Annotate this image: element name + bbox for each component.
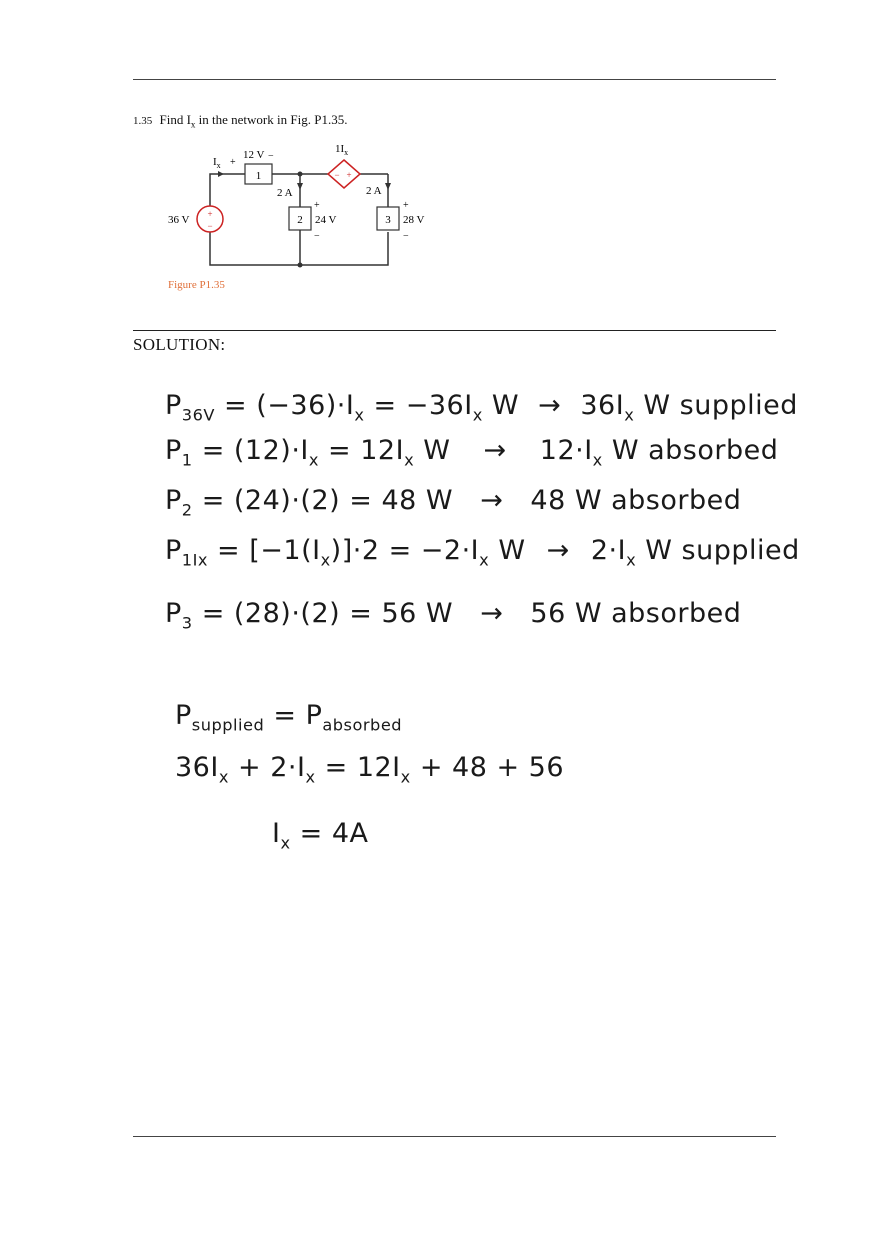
balance-equation: $36I_x + 2\cdot I_x = 12I_x + 48 + 56$ — [175, 752, 565, 787]
current-2a-right: 2 A — [366, 185, 382, 197]
problem-text-sub: x — [190, 119, 196, 130]
solution-line-4: $P_{1Ix} = [-1(I_x)]\cdot 2 = -2\cdot I_x$ $W \to 2\cdot I_x$ W supplied — [165, 535, 800, 570]
problem-number: 1.35 — [133, 115, 153, 127]
arrow-icon: → — [480, 485, 504, 516]
ix-arrow-icon — [218, 171, 224, 177]
dep-minus: − — [334, 170, 340, 180]
e2-plus: + — [314, 200, 320, 211]
figure-caption: Figure P1.35 — [168, 279, 225, 291]
circuit-figure — [160, 138, 440, 298]
e1-minus: − — [268, 151, 274, 162]
power-balance: $P_{supplied} = P_{absorbed}$ — [175, 700, 403, 735]
e2-minus: − — [314, 231, 320, 242]
branch3-arrow-icon — [385, 183, 391, 190]
arrow-icon: → — [546, 535, 570, 566]
arrow-icon: → — [483, 435, 507, 466]
node-top — [298, 172, 303, 177]
top-rule — [133, 79, 776, 80]
e1-plus: + — [230, 157, 236, 168]
problem-statement — [133, 112, 347, 133]
problem-text-after: in the network in Fig. P1.35. — [195, 112, 348, 127]
solution-heading: SOLUTION: — [133, 335, 226, 354]
element3-label: 3 — [385, 214, 391, 226]
element1-label: 1 — [255, 170, 262, 182]
current-2a-left: 2 A — [277, 187, 293, 199]
arrow-icon: → — [480, 598, 504, 629]
branch2-arrow-icon — [297, 183, 303, 190]
e3-plus: + — [403, 200, 409, 211]
bottom-rule — [133, 1136, 776, 1137]
solution-line-5: $P_3 = (28)\cdot(2) = 56$ W → 56 W absorbed — [165, 598, 742, 633]
ix-label: $I_x$ — [213, 156, 221, 170]
solution-line-2: $P_1 = (12)\cdot I_x = 12I_x$ $W \to 12\cdot I_x$ W absorbed — [165, 435, 779, 470]
e3-voltage: 28 V — [403, 214, 425, 226]
e3-minus: − — [403, 231, 409, 242]
dep-plus: + — [346, 170, 352, 180]
problem-text-before: Find I — [159, 112, 191, 127]
element2-label: 2 — [297, 214, 303, 226]
dep-source-label: $1I_x$ — [335, 143, 349, 157]
node-bottom — [298, 263, 303, 268]
solution-line-1: $P_{36V} = (-36)\cdot I_x = -36I_x$ $W \to 36I_x$ W supplied — [165, 390, 798, 425]
section-rule — [133, 330, 776, 331]
solution-line-3: $P_2 = (24)\cdot(2) = 48$ W → 48 W absorbed — [165, 485, 742, 520]
arrow-icon: → — [538, 390, 562, 421]
final-answer: $I_x = 4A$ — [272, 818, 369, 853]
e1-voltage: 12 V — [243, 149, 265, 161]
source-minus: − — [207, 221, 213, 231]
source-36v-label: 36 V — [168, 214, 190, 226]
dependent-source-icon — [328, 160, 360, 188]
source-plus: + — [207, 209, 213, 219]
e2-voltage: 24 V — [315, 214, 337, 226]
